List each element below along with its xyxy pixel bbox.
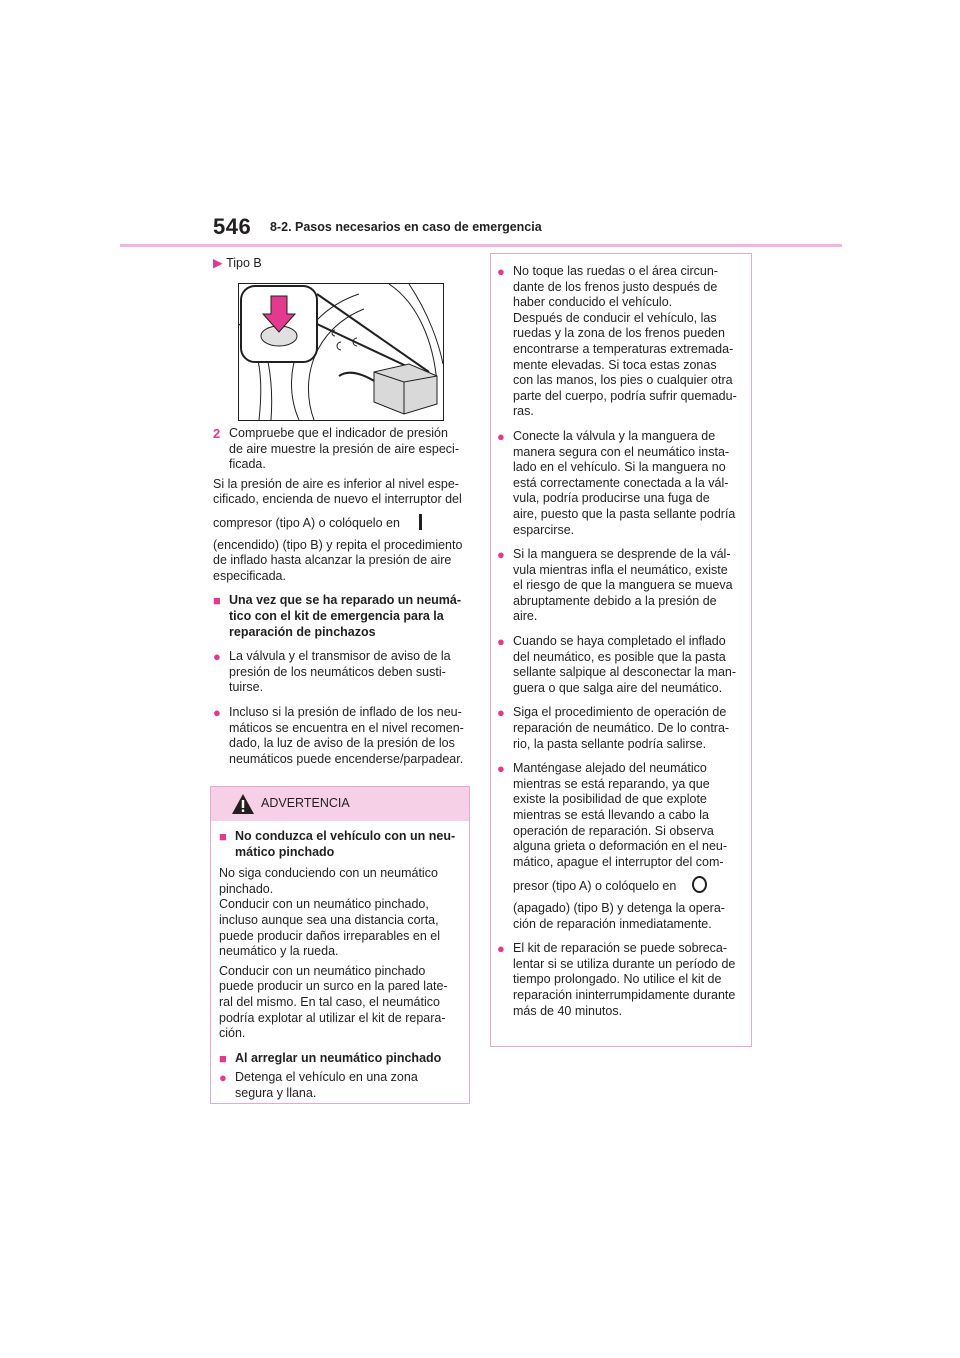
warning-title: ADVERTENCIA	[261, 796, 350, 810]
right-line: (apagado) (tipo B) y detenga la opera-	[513, 900, 725, 915]
warning-line: segura y llana.	[235, 1085, 317, 1100]
right-line: Manténgase alejado del neumático	[513, 761, 707, 776]
right-line: operación de reparación. Si observa	[513, 823, 714, 838]
square-bullet-icon: ■	[219, 829, 227, 844]
arrow-icon: ▶	[213, 256, 223, 270]
right-line: mente elevadas. Si toca estas zonas	[513, 357, 717, 372]
step2-line: de aire muestre la presión de aire especi-	[229, 441, 459, 456]
right-line: reparación ininterrumpidamente durante	[513, 987, 736, 1002]
right-line: tiempo prolongado. No utilice el kit de	[513, 972, 722, 987]
warning-triangle-icon	[231, 793, 255, 815]
page-number: 546	[213, 214, 252, 239]
bullet-line: La válvula y el transmisor de aviso de la	[229, 649, 451, 664]
right-line: Conecte la válvula y la manguera de	[513, 428, 716, 443]
right-line: Siga el procedimiento de operación de	[513, 705, 727, 720]
right-line: dante de los frenos justo después de	[513, 279, 718, 294]
compressor-illustration	[238, 283, 444, 421]
bullet-line: presión de los neumáticos deben susti-	[229, 664, 446, 679]
circle-bullet-icon: ●	[497, 547, 505, 563]
header-rule	[120, 244, 842, 247]
warning-line: neumático y la rueda.	[219, 944, 339, 959]
right-line: esparcirse.	[513, 522, 575, 537]
para-line: (encendido) (tipo B) y repita el procedimiento	[213, 537, 463, 552]
compressor-diagram	[239, 284, 443, 420]
right-line: lado en el vehículo. Si la manguera no	[513, 460, 726, 475]
right-line: está correctamente conectada a la vál-	[513, 475, 729, 490]
circle-bullet-icon: ●	[497, 634, 505, 650]
right-line: mático, apague el interruptor del com-	[513, 854, 724, 869]
warning-line: ral del mismo. En tal caso, el neumático	[219, 994, 440, 1009]
right-line: parte del cuerpo, podría sufrir quemadu-	[513, 388, 737, 403]
power-on-symbol	[419, 514, 422, 530]
circle-bullet-icon: ●	[497, 941, 505, 957]
bullet-line: dado, la luz de aviso de la presión de los	[229, 736, 455, 751]
warning-heading-line: mático pinchado	[235, 844, 335, 859]
circle-bullet-icon: ●	[497, 761, 505, 777]
right-line-with-symbol: presor (tipo A) o colóquelo en	[513, 876, 745, 895]
circle-bullet-icon: ●	[497, 705, 505, 721]
warning-line: incluso aunque sea una distancia corta,	[219, 912, 439, 927]
circle-bullet-icon: ●	[497, 264, 505, 279]
circle-bullet-icon: ●	[213, 649, 221, 665]
warning-header	[211, 787, 469, 821]
bullet-line: Incluso si la presión de inflado de los neu-	[229, 704, 462, 719]
step2-line: ficada.	[229, 457, 266, 472]
right-line: reparación de neumático. De lo contra-	[513, 721, 730, 736]
warning-line: Detenga el vehículo en una zona	[235, 1070, 418, 1085]
bullet-line: tuirse.	[229, 680, 264, 695]
para-line: cificado, encienda de nuevo el interruptor del	[213, 492, 462, 507]
warning-line: podría explotar al utilizar el kit de repara-	[219, 1010, 446, 1025]
warning-heading-line: No conduzca el vehículo con un neu-	[235, 829, 456, 843]
right-line: el riesgo de que la manguera se mueva	[513, 578, 733, 593]
right-line: aire.	[513, 609, 538, 624]
bullet-line: máticos se encuentra en el nivel recomen-	[229, 720, 464, 735]
para-line: de inflado hasta alcanzar la presión de aire	[213, 553, 452, 568]
warning-box	[210, 786, 470, 1104]
right-line: más de 40 minutos.	[513, 1003, 623, 1018]
right-line: abruptamente debido a la presión de	[513, 593, 717, 608]
warning-line: pinchado.	[219, 881, 274, 896]
heading-line: reparación de pinchazos	[229, 624, 376, 639]
warning-line: Conducir con un neumático pinchado,	[219, 897, 429, 912]
square-bullet-icon: ■	[219, 1050, 227, 1066]
right-line: manera segura con el neumático insta-	[513, 444, 730, 459]
warning-heading-line: Al arreglar un neumático pinchado	[235, 1050, 442, 1065]
right-line: vula mientras infla el neumático, existe	[513, 562, 728, 577]
para-line: Si la presión de aire es inferior al nivel espe-	[213, 476, 459, 491]
step-number: 2	[213, 426, 221, 441]
right-warning-box	[490, 253, 752, 1047]
right-line: No toque las ruedas o el área circun-	[513, 264, 718, 278]
right-line: haber conducido el vehículo.	[513, 295, 673, 310]
right-line: lentar si se utiliza durante un período de	[513, 956, 736, 971]
para-line-with-symbol: compresor (tipo A) o colóquelo en	[213, 514, 469, 532]
right-line: ruedas y la zona de los frenos pueden	[513, 326, 725, 341]
heading-line: Una vez que se ha reparado un neumá-	[229, 593, 462, 608]
step2-line: Compruebe que el indicador de presión	[229, 426, 448, 440]
power-off-symbol	[692, 876, 707, 893]
warning-line: puede producir un surco en la pared late-	[219, 979, 448, 994]
right-line: El kit de reparación se puede sobreca-	[513, 941, 728, 956]
right-line: Después de conducir el vehículo, las	[513, 310, 717, 325]
para-line: especificada.	[213, 568, 286, 583]
right-line: ción de reparación inmediatamente.	[513, 916, 712, 931]
right-line: existe la posibilidad de que explote	[513, 792, 707, 807]
right-line: aire, puesto que la pasta sellante podría	[513, 506, 736, 521]
right-line: mientras se está reparando, ya que	[513, 776, 710, 791]
circle-bullet-icon: ●	[213, 704, 221, 720]
warning-line: puede producir daños irreparables en el	[219, 928, 440, 943]
warning-line: Conducir con un neumático pinchado	[219, 963, 426, 978]
warning-line: No siga conduciendo con un neumático	[219, 866, 438, 881]
right-line: vula, podría producirse una fuga de	[513, 491, 710, 506]
right-line: Si la manguera se desprende de la vál-	[513, 547, 731, 562]
circle-bullet-icon: ●	[497, 428, 505, 444]
right-line: Cuando se haya completado el inflado	[513, 634, 726, 649]
type-label: ▶ Tipo B	[213, 256, 262, 270]
right-line: sellante salpique al desconectar la man-	[513, 665, 737, 680]
right-line: ras.	[513, 404, 534, 419]
square-bullet-icon: ■	[213, 593, 221, 609]
bullet-line: neumáticos puede encenderse/parpadear.	[229, 751, 464, 766]
right-line: alguna grieta o deformación en el neu-	[513, 839, 728, 854]
section-title: 8-2. Pasos necesarios en caso de emergencia	[270, 220, 542, 234]
heading-line: tico con el kit de emergencia para la	[229, 608, 444, 623]
circle-bullet-icon: ●	[219, 1070, 227, 1086]
right-line: guera o que salga aire del neumático.	[513, 680, 723, 695]
right-line: rio, la pasta sellante podría salirse.	[513, 736, 707, 751]
right-line: del neumático, es posible que la pasta	[513, 649, 726, 664]
right-line: mientras se está llevando a cabo la	[513, 808, 709, 822]
right-line: con las manos, los pies o cualquier otra	[513, 373, 733, 388]
warning-line: ción.	[219, 1026, 246, 1041]
right-line: encontrarse a temperaturas extremada-	[513, 341, 734, 356]
